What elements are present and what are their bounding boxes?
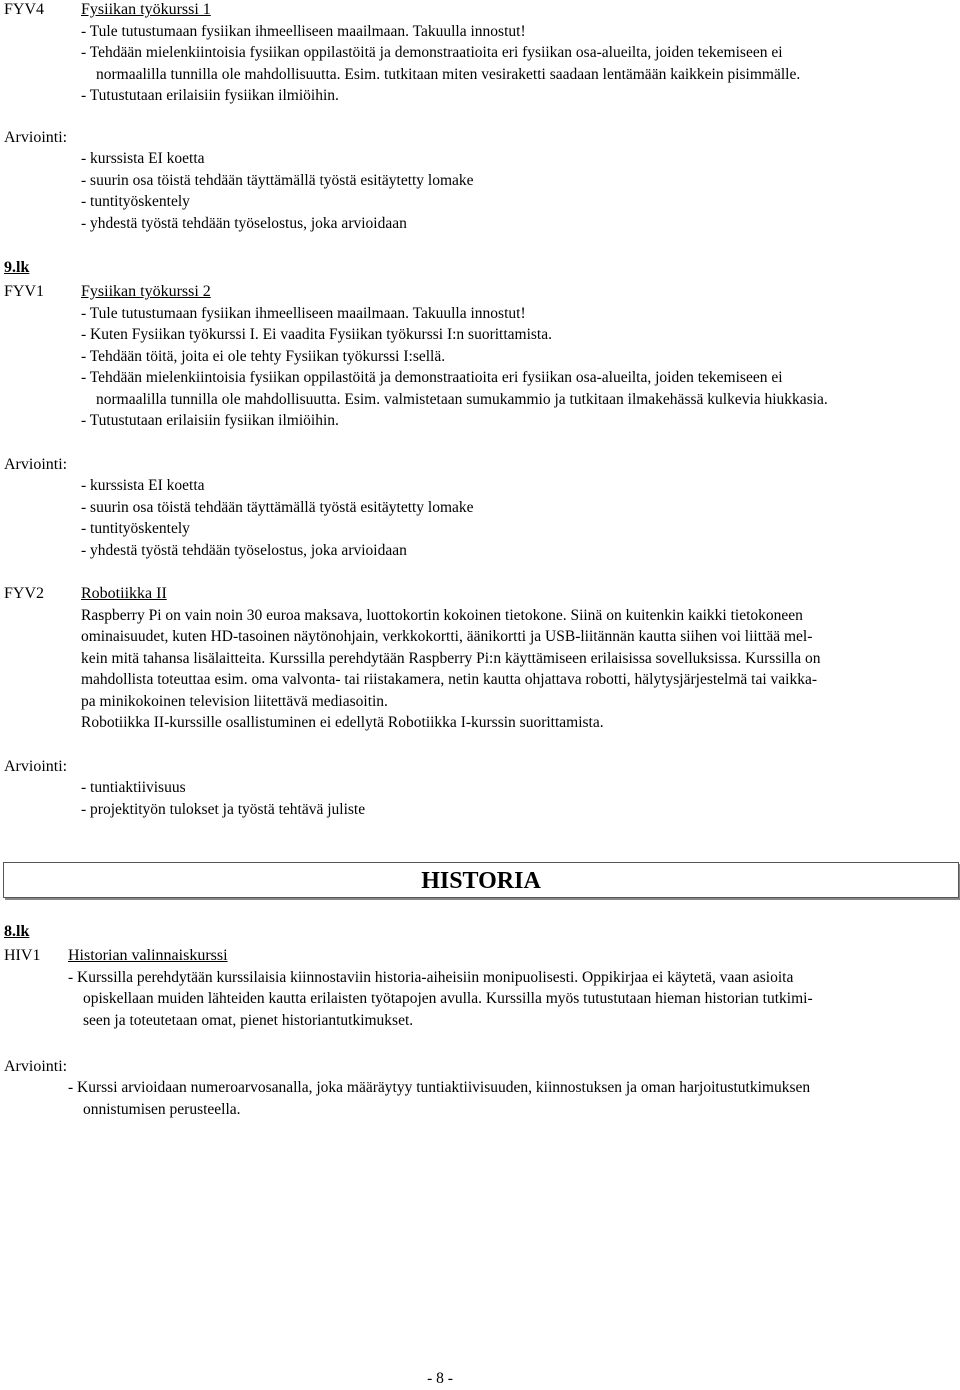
course-block-hiv1 [68, 945, 948, 1031]
course-desc-line: Robotiikka II-kurssille osallistuminen ei edellytä Robotiikka I-kurssin suorittamista. [81, 714, 604, 731]
page-number: - 8 - [427, 1370, 453, 1387]
course-title: Robotiikka II [81, 585, 167, 602]
course-block-fyv2 [81, 583, 947, 734]
grading-item: - tuntityöskentely [81, 520, 190, 537]
course-desc-line: - Tule tutustumaan fysiikan ihmeelliseen maailmaan. Takuulla innostut! [81, 304, 526, 322]
course-desc-line: - Tehdään mielenkiintoisia fysiikan oppilastöitä ja demonstraatioita eri fysiikan osa-alueilta, joiden tekemiseen ei [81, 369, 783, 386]
grading-item: - tuntiaktiivisuus [81, 779, 186, 796]
course-desc-line: opiskellaan muiden lähteiden kautta erilaisten työtapojen avulla. Kurssilla myös tutustutaan hieman historian tutkimi- [83, 990, 813, 1007]
course-desc-line: - Tule tutustumaan fysiikan ihmeelliseen maailmaan. Takuulla innostut! [81, 22, 526, 40]
course-desc-line: mahdollista toteuttaa esim. oma valvonta- tai riistakamera, netin kautta ohjattava robotti, hälytysjärjestelmä tai vaikka- [81, 671, 818, 688]
course-desc-line: kein mitä tahansa lisälaitteita. Kurssilla perehdytään Raspberry Pi:n käyttämiseen erilaisissa sovelluksissa. Kurssilla on [81, 649, 821, 667]
section-heading-box [3, 862, 959, 898]
course-title: Historian valinnaiskurssi [68, 947, 228, 964]
course-desc-line: - Tehdään mielenkiintoisia fysiikan oppilastöitä ja demonstraatioita eri fysiikan osa-alueilta, joiden tekemiseen ei [81, 44, 783, 61]
course-desc-line: - Tehdään töitä, joita ei ole tehty Fysiikan työkurssi I:sellä. [81, 347, 446, 365]
grading-label: Arviointi: [4, 456, 68, 473]
course-code: FYV1 [4, 283, 45, 300]
grading-item: - yhdestä työstä tehdään työselostus, joka arvioidaan [81, 541, 407, 559]
course-title: Fysiikan työkurssi 2 [81, 283, 211, 300]
grading-item: - Kurssi arvioidaan numeroarvosanalla, joka määräytyy tuntiaktiivisuuden, kiinnostuksen ja oman harjoitustutkimuksen [68, 1079, 811, 1096]
course-code: FYV2 [4, 585, 45, 602]
course-desc-line: - Tutustutaan erilaisiin fysiikan ilmiöihin. [81, 87, 339, 104]
grading-item: onnistumisen perusteella. [83, 1100, 241, 1118]
course-desc-line: pa minikokoinen television liitettävä mediasoitin. [81, 692, 388, 710]
course-desc-line: - Tutustutaan erilaisiin fysiikan ilmiöihin. [81, 412, 339, 429]
grading-item: - kurssista EI koetta [81, 150, 205, 167]
course-desc-line: seen ja toteutetaan omat, pienet historiantutkimukset. [83, 1011, 414, 1029]
course-desc-line: ominaisuudet, kuten HD-tasoinen näytönohjain, verkkokortti, äänikortti ja USB-liitännän kautta siihen voi liittää mel- [81, 628, 813, 645]
grade-level-heading: 8.lk [4, 923, 30, 940]
grading-item: - suurin osa töistä tehdään täyttämällä työstä esitäytetty lomake [81, 498, 474, 516]
course-desc-line: normaalilla tunnilla ole mahdollisuutta. Esim. tutkitaan miten vesiraketti saadaan lentämään kaikkein pisimmälle. [96, 65, 801, 83]
grading-label: Arviointi: [4, 758, 68, 775]
grading-item: - kurssista EI koetta [81, 477, 205, 494]
course-desc-line: - Kurssilla perehdytään kurssilaisia kiinnostaviin historia-aiheisiin monipuolisesti. Oppikirjaa ei käytetä, vaan asioita [68, 968, 794, 986]
grading-list [81, 777, 947, 820]
section-heading: HISTORIA [421, 868, 541, 894]
grading-label: Arviointi: [4, 129, 68, 146]
course-code: FYV4 [4, 1, 45, 18]
course-title: Fysiikan työkurssi 1 [81, 1, 211, 18]
grading-item: - suurin osa töistä tehdään täyttämällä työstä esitäytetty lomake [81, 171, 474, 189]
course-code: HIV1 [4, 947, 41, 964]
grade-level-heading: 9.lk [4, 259, 30, 276]
grading-list [68, 1077, 948, 1120]
grading-item: - yhdestä työstä tehdään työselostus, joka arvioidaan [81, 214, 407, 232]
grading-item: - projektityön tulokset ja työstä tehtävä juliste [81, 800, 366, 818]
course-block-fyv1 [81, 281, 947, 432]
grading-list [81, 148, 947, 234]
course-block-fyv4 [81, 0, 947, 107]
course-desc-line: normaalilla tunnilla ole mahdollisuutta. Esim. valmistetaan sumukammio ja tutkitaan ilmakehässä kulkevia hiukkasia. [96, 390, 828, 408]
grading-item: - tuntityöskentely [81, 193, 190, 210]
grading-label: Arviointi: [4, 1058, 68, 1075]
course-desc-line: Raspberry Pi on vain noin 30 euroa maksava, luottokortin kokoinen tietokone. Siinä on kuitenkin kaikki tietokoneen [81, 606, 803, 624]
course-desc-line: - Kuten Fysiikan työkurssi I. Ei vaadita Fysiikan työkurssi I:n suorittamista. [81, 326, 552, 343]
grading-list [81, 475, 947, 561]
